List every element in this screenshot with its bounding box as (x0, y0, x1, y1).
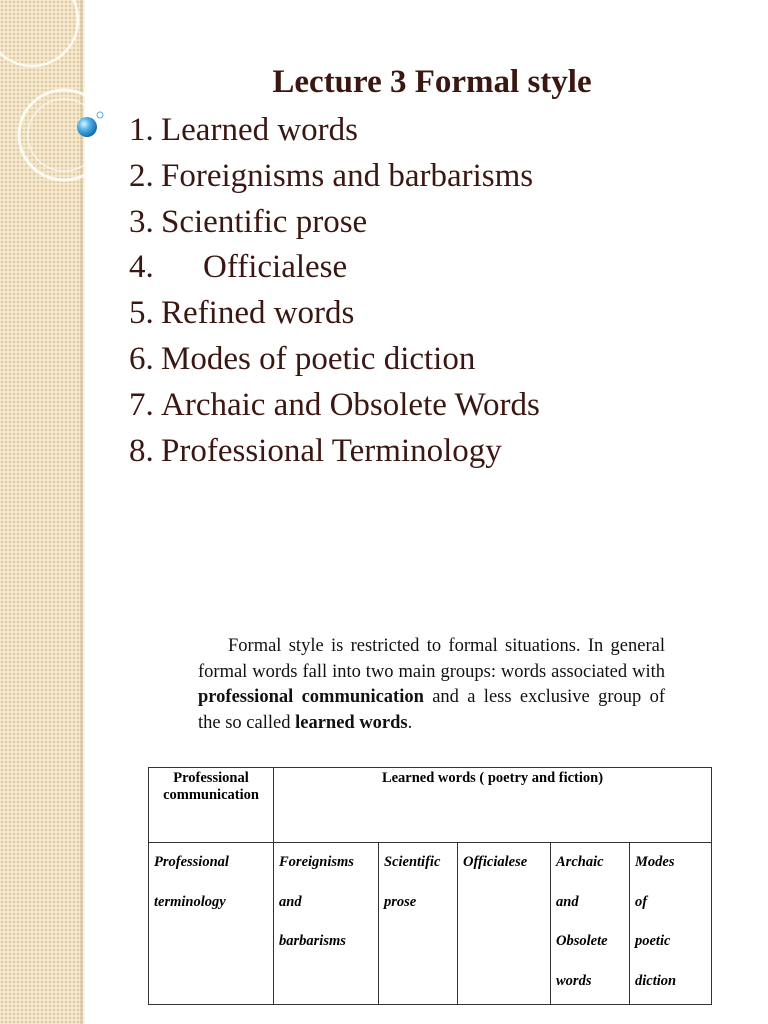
ring-top (0, 0, 78, 66)
topic-number: 8. (129, 432, 154, 469)
intro-paragraph (198, 634, 665, 736)
intro-text: and a less exclusive group of the so called (198, 687, 665, 733)
topic-item (129, 245, 540, 291)
cell-line: prose (384, 893, 417, 910)
topic-item (129, 383, 540, 429)
topic-label: Foreignisms and barbarisms (161, 157, 534, 194)
header-line: Professional (173, 770, 249, 786)
topic-label: Archaic and Obsolete Words (161, 386, 540, 423)
header-line: communication (163, 787, 259, 803)
cell-line: diction (635, 972, 677, 989)
cell-line: and (279, 893, 302, 910)
topic-number: 2. (129, 157, 154, 194)
topic-label: Modes of poetic diction (161, 340, 476, 377)
cell-line: terminology (154, 893, 226, 910)
topic-number: 7. (129, 386, 154, 423)
table-cell (458, 843, 551, 1005)
table-cell (274, 843, 379, 1005)
topic-label: Professional Terminology (161, 432, 502, 469)
header-learned-words: Learned words ( poetry and fiction) (274, 768, 712, 843)
blue-bead-icon (77, 117, 97, 137)
intro-text: Formal style is restricted to formal situations. In general formal words fall into two main groups: words associated with (198, 636, 665, 682)
intro-bold-term: professional communication (198, 687, 424, 707)
topic-label: Officialese (203, 249, 348, 286)
topic-item (129, 200, 540, 246)
intro-text: . (407, 712, 413, 733)
topic-number: 4. (129, 249, 154, 286)
table-cell (379, 843, 458, 1005)
slide-title: Lecture 3 Formal style (272, 64, 592, 100)
table-row (149, 843, 712, 1005)
cell-line: and (556, 893, 579, 910)
small-bead-icon (97, 112, 103, 118)
cell-line: Scientific (384, 854, 441, 870)
cell-line: Professional (154, 854, 229, 870)
cell-line: Modes (635, 854, 675, 870)
cell-line: of (635, 893, 648, 910)
intro-bold-term: learned words (295, 712, 408, 733)
topic-list (129, 108, 540, 474)
topic-number: 1. (129, 112, 154, 148)
topic-label: Refined words (161, 295, 355, 332)
topic-label: Scientific prose (161, 203, 368, 240)
topic-number: 5. (129, 295, 154, 332)
topic-item (129, 337, 540, 383)
topic-number: 3. (129, 203, 154, 240)
table-cell (630, 843, 712, 1005)
cell-line: Officialese (463, 854, 528, 870)
ring-middle (19, 90, 109, 180)
table-cell (149, 843, 274, 1005)
topic-number: 6. (129, 340, 154, 377)
cell-line: Foreignisms (279, 854, 354, 870)
topic-item (129, 154, 540, 200)
topic-item (129, 429, 540, 475)
header-professional-communication (149, 768, 274, 843)
topic-item (129, 291, 540, 337)
table-cell (551, 843, 630, 1005)
cell-line: Archaic (556, 854, 604, 870)
cell-line: Obsolete (556, 933, 608, 949)
word-groups-table (148, 767, 712, 1005)
cell-line: poetic (635, 933, 671, 949)
cell-line: words (556, 972, 592, 989)
cell-line: barbarisms (279, 933, 346, 949)
topic-label: Learned words (161, 112, 359, 148)
topic-item (129, 108, 540, 154)
table-header-row (149, 768, 712, 843)
